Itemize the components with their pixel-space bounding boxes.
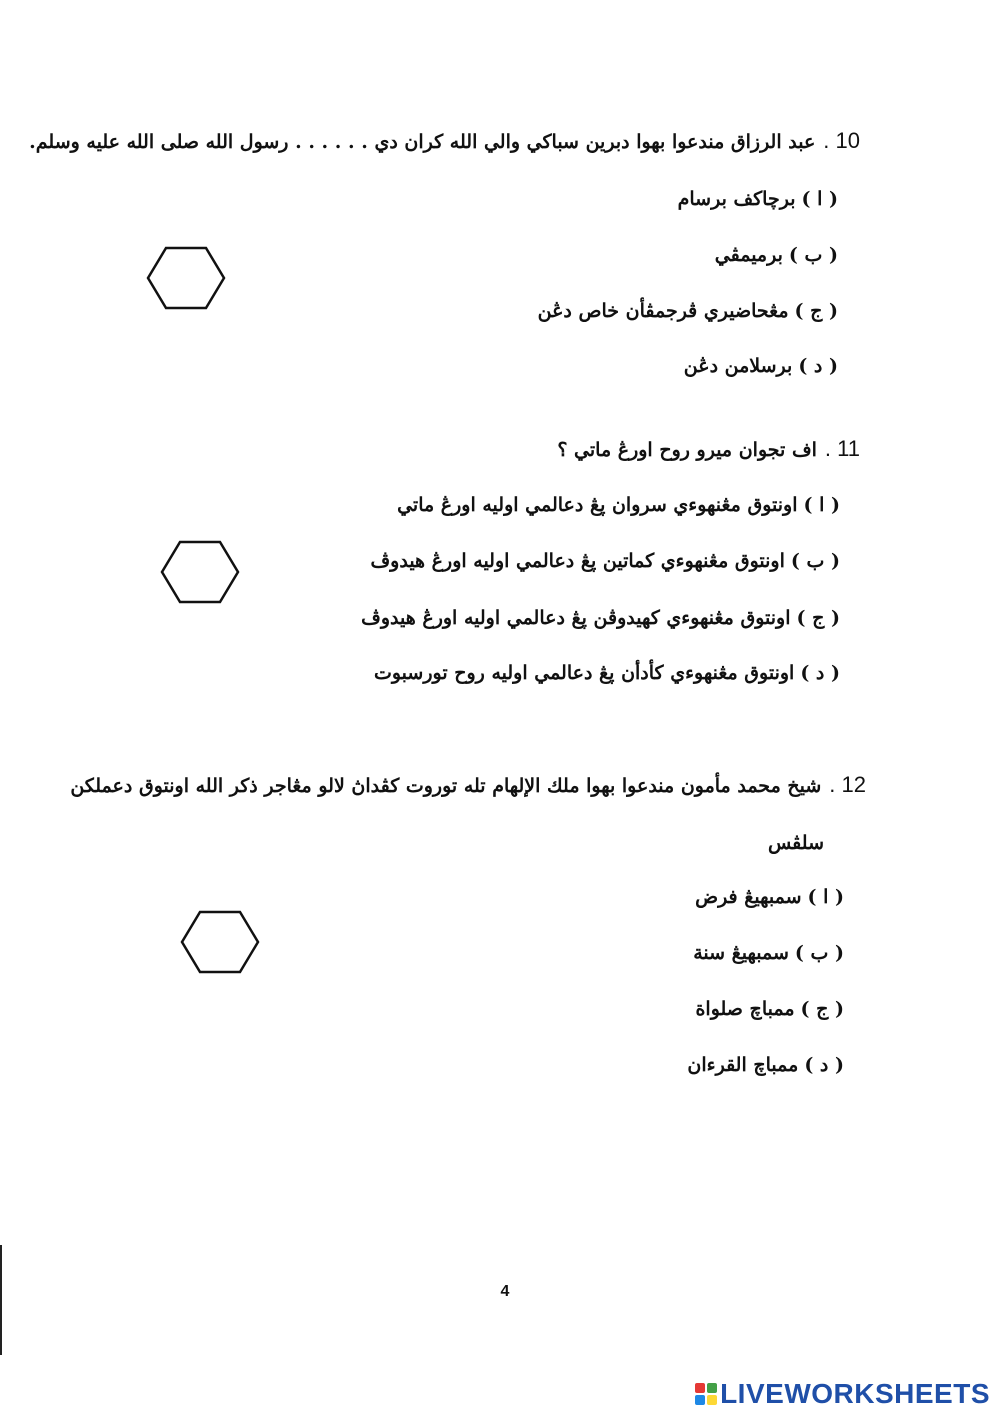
logo-square-red — [695, 1383, 705, 1393]
question-12-text: شيخ محمد مأمون مندعوا بهوا ملك الإلهام تله توروت كڤداڽ لالو مڠاجر ذكر الله اونتوق دعملكن — [70, 775, 822, 797]
question-10-option-d: ( د )برسلامن دڠن — [683, 355, 838, 377]
logo-square-blue — [695, 1395, 705, 1405]
question-12-text-line2: سلڤس — [767, 832, 824, 854]
liveworksheets-logo-icon — [695, 1383, 717, 1405]
question-10-text: عبد الرزاق مندعوا بهوا دبرين سباكي والي الله كران دي . . . . . . رسول الله صلى الله عليه وسلم. — [29, 131, 816, 153]
question-11-answer-box[interactable] — [160, 540, 240, 604]
question-12-option-d: ( د )ممباچ القرءان — [687, 1054, 844, 1076]
question-11-option-a: ( ا )اونتوق مڠنهوءي سروان ڽڠ دعالمي اوليه اورڠ ماتي — [397, 494, 840, 516]
question-10-option-a: ( ا )برچاكف برسام — [677, 188, 838, 210]
question-11-option-d: ( د )اونتوق مڠنهوءي كأدأن ڽڠ دعالمي اوليه روح تورسبوت — [373, 662, 840, 684]
question-10 — [29, 128, 860, 154]
question-11-option-b: ( ب )اونتوق مڠنهوءي كماتين ڽڠ دعالمي اوليه اورڠ هيدوڤ — [370, 550, 840, 572]
question-10-number: 10 . — [823, 128, 860, 153]
question-12 — [70, 772, 866, 798]
logo-square-yellow — [707, 1395, 717, 1405]
question-12-option-b: ( ب )سمبهيڠ سنة — [693, 942, 844, 964]
question-12-number: 12 . — [829, 772, 866, 797]
page-number: 4 — [500, 1283, 510, 1300]
question-10-option-c: ( ج )مڠحاضيري ڤرجمڤأن خاص دڠن — [537, 300, 838, 322]
question-11-option-c: ( ج )اونتوق مڠنهوءي كهيدوڤن ڽڠ دعالمي اوليه اورڠ هيدوڤ — [361, 607, 840, 629]
question-12-option-c: ( ج )ممباچ صلواة — [695, 998, 844, 1020]
liveworksheets-brand — [695, 1378, 990, 1410]
logo-square-green — [707, 1383, 717, 1393]
question-11-number: 11 . — [824, 436, 860, 461]
liveworksheets-text: LIVEWORKSHEETS — [720, 1378, 990, 1409]
question-12-option-a: ( ا )سمبهيڠ فرض — [695, 886, 844, 908]
question-11 — [557, 436, 860, 462]
question-11-text: اف تجوان ميرو روح اورڠ ماتي ؟ — [557, 439, 817, 461]
question-12-answer-box[interactable] — [180, 910, 260, 974]
question-10-answer-box[interactable] — [146, 246, 226, 310]
question-10-option-b: ( ب )برميمڤي — [714, 244, 838, 266]
